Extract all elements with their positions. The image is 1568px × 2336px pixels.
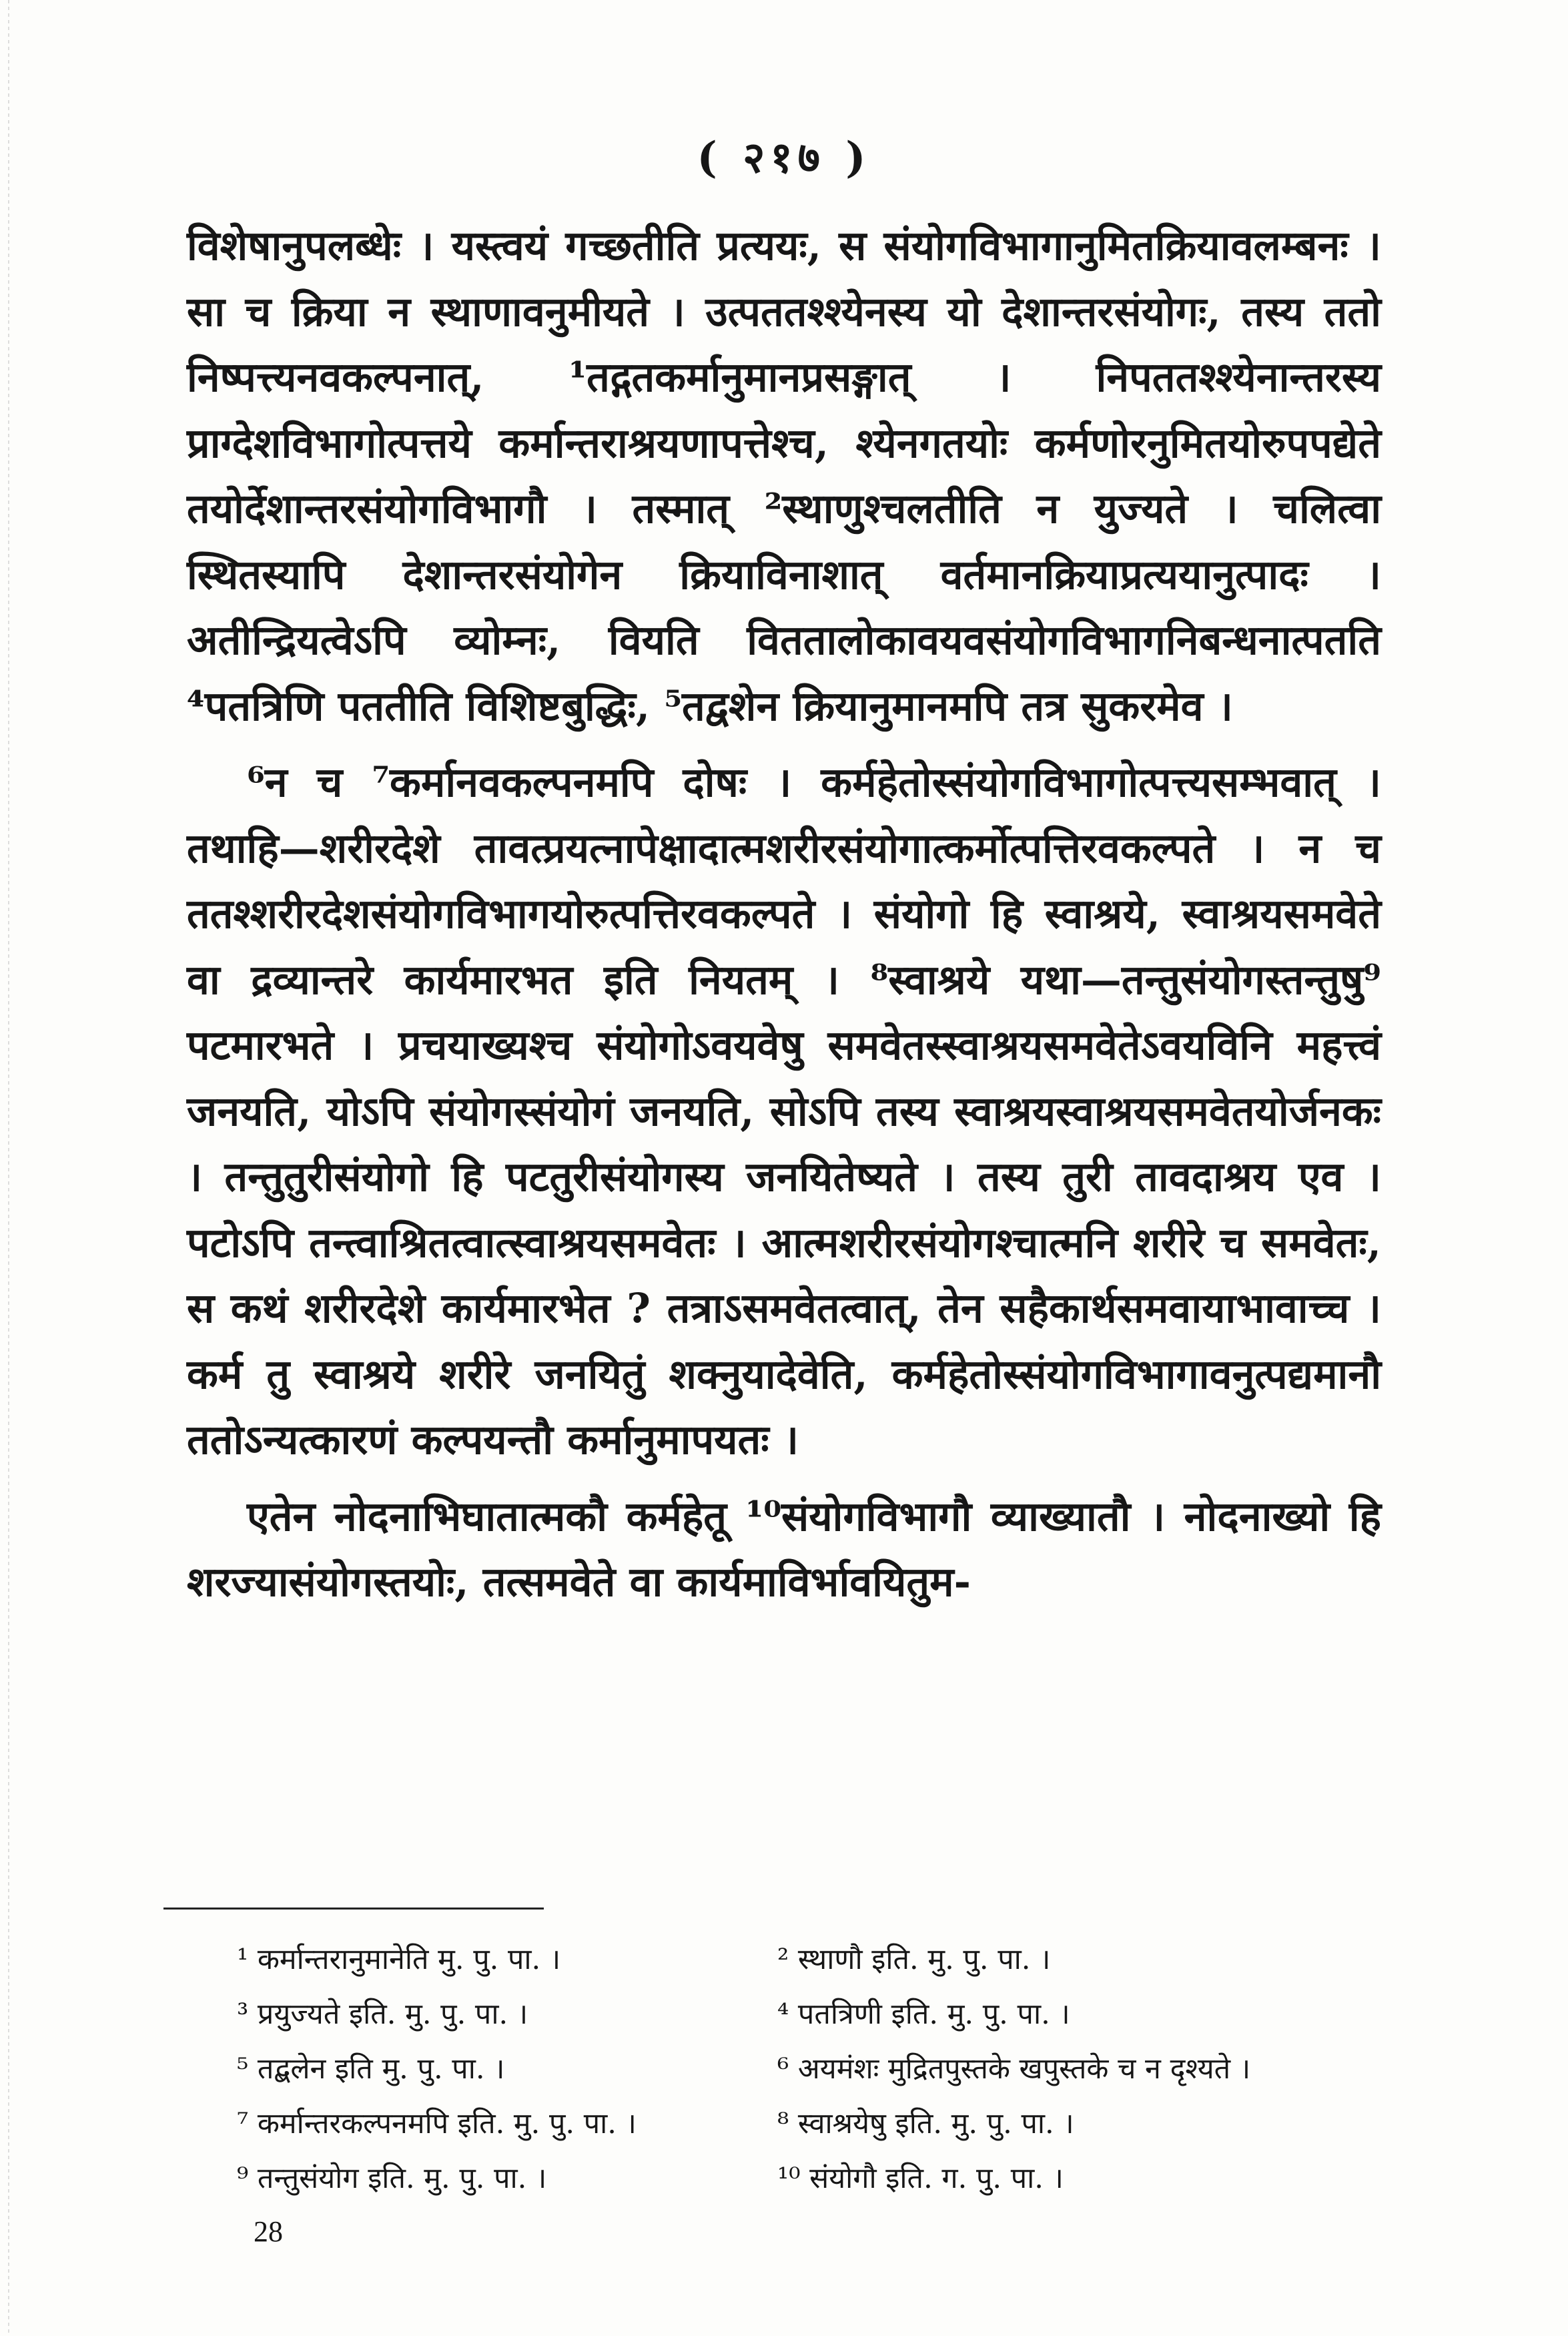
paragraph: एतेन नोदनाभिघातात्मकौ कर्महेतू ¹⁰संयोगविभागौ व्याख्यातौ । नोदनाख्यो हि शरज्यासंयोगस्तयोः, तत्समवेते वा कार्यमाविर्भावयितुम-	[187, 1492, 1381, 1606]
footnote: ² स्थाणौ इति. मु. पु. पा. ।	[777, 1943, 1051, 1976]
footnote: ⁷ कर्मान्तरकल्पनमपि इति. मु. पु. पा. ।	[237, 2107, 637, 2140]
footnote: ¹ कर्मान्तरानुमानेति मु. पु. पा. ।	[237, 1943, 561, 1976]
footnote: ⁵ तद्बलेन इति मु. पु. पा. ।	[237, 2052, 505, 2086]
footnote: ¹⁰ संयोगौ इति. ग. पु. पा. ।	[777, 2162, 1064, 2195]
scan-edge	[8, 0, 9, 2336]
footnote: ⁴ पतत्रिणी इति. मु. पु. पा. ।	[777, 1998, 1070, 2031]
footnote: ³ प्रयुज्यते इति. मु. पु. पा. ।	[237, 1998, 528, 2031]
sheet-number: 28	[254, 2215, 283, 2248]
paragraph: ⁶न च ⁷कर्मानवकल्पनमपि दोषः । कर्महेतोस्संयोगविभागोत्पत्त्यसम्भवात् । तथाहि—शरीरदेशे तावत्प्रयत्नापेक्षादात्मशरीरसंयोगात्कर्मोत्पत्तिरवकल्पते । न च ततश्शरीरदेशसंयोगविभागयोरुत्पत्तिरवकल्पते । संयोगो हि स्वाश्रये, स्वाश्रयसमवेते वा द्रव्यान्तरे कार्यमारभत इति नियतम् । ⁸स्वाश्रये यथा—तन्तुसंयोगस्तन्तुषु⁹ पटमारभते । प्रचयाख्यश्च संयोगोऽवयवेषु समवेतस्स्वाश्रयसमवेतेऽवयविनि महत्त्वं जनयति, योऽपि संयोगस्संयोगं जनयति, सोऽपि तस्य स्वाश्रयस्वाश्रयसमवेतयोर्जनकः । तन्तुतुरीसंयोगो हि पटतुरीसंयोगस्य जनयितेष्यते । तस्य तुरी तावदाश्रय एव । पटोऽपि तन्त्वाश्रितत्वात्स्वाश्रयसमवेतः । आत्मशरीरसंयोगश्चात्मनि शरीरे च समवेतः, स कथं शरीरदेशे कार्यमारभेत ? तत्राऽसमवेतत्वात्, तेन सहैकार्थसमवायाभावाच्च । कर्म तु स्वाश्रये शरीरे जनयितुं शक्नुयादेवेति, कर्महेतोस्संयोगविभागावनुत्पद्यमानौ ततोऽन्यत्कारणं कल्पयन्तौ कर्मानुमापयतः ।	[187, 759, 1381, 1464]
page-number: ( २१७ )	[697, 133, 871, 183]
footnotes	[237, 1936, 1411, 2203]
footnote: ⁸ स्वाश्रयेषु इति. मु. पु. पा. ।	[777, 2107, 1074, 2140]
main-text	[187, 214, 1381, 1616]
footnote-divider	[163, 1908, 544, 1910]
footnote: ⁹ तन्तुसंयोग इति. मु. पु. पा. ।	[237, 2162, 547, 2195]
footnote: ⁶ अयमंशः मुद्रितपुस्तके खपुस्तके च न दृश्यते ।	[777, 2052, 1251, 2086]
paragraph: विशेषानुपलब्धेः । यस्त्वयं गच्छतीति प्रत्ययः, स संयोगविभागानुमितक्रियावलम्बनः । सा च क्रिया न स्थाणावनुमीयते । उत्पततश्श्येनस्य यो देशान्तरसंयोगः, तस्य ततो निष्पत्त्यनवकल्पनात्, ¹तद्गतकर्मानुमानप्रसङ्गात् । निपततश्श्येनान्तरस्य प्राग्देशविभागोत्पत्तये कर्मान्तराश्रयणापत्तेश्च, श्येनगतयोः कर्मणोरनुमितयोरुपपद्येते तयोर्देशान्तरसंयोगविभागौ । तस्मात् ²स्थाणुश्चलतीति न युज्यते । चलित्वा स्थितस्यापि देशान्तरसंयोगेन क्रियाविनाशात् वर्तमानक्रियाप्रत्ययानुत्पादः । अतीन्द्रियत्वेऽपि व्योम्नः, वियति विततालोकावयवसंयोगविभागनिबन्धनात्पतति ⁴पतत्रिणि पततीति विशिष्टबुद्धिः, ⁵तद्वशेन क्रियानुमानमपि तत्र सुकरमेव ।	[187, 222, 1381, 730]
